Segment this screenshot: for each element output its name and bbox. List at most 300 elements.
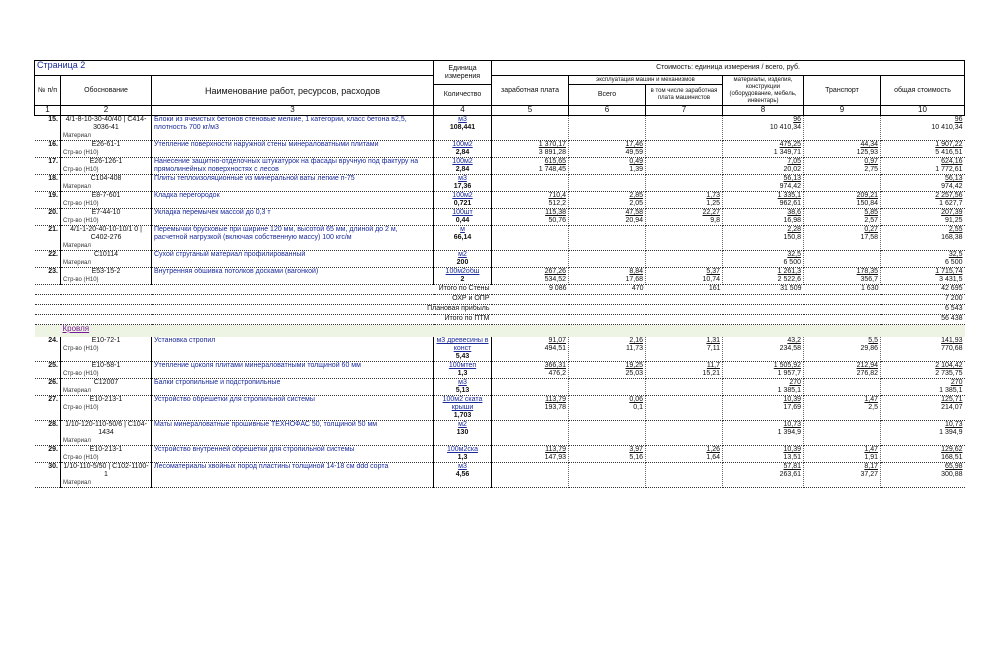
qty-header: Количество — [434, 85, 492, 106]
cost-unit-value: 8,84 — [629, 268, 643, 275]
row-name: Лесоматериалы хвойных пород пластины толщиной 14-18 см ddd сорта — [152, 463, 434, 488]
row-cost-c8 — [723, 362, 804, 379]
column-number: 2 — [61, 106, 152, 116]
table-row[interactable] — [35, 379, 965, 396]
row-basis — [61, 251, 152, 268]
cost-unit-value: 65,98 — [944, 463, 963, 470]
row-basis-code: С10114 — [93, 251, 118, 258]
row-basis-code: Е53-15-2 — [91, 268, 121, 275]
total-header: общая стоимость — [881, 76, 965, 106]
row-number: 28. — [35, 421, 61, 446]
row-name: Плиты теплоизоляционные из минеральной ваты легкие п-75 — [152, 175, 434, 192]
transport-header: Транспорт — [804, 76, 881, 106]
row-unit-qty — [434, 337, 492, 362]
row-unit-qty — [434, 251, 492, 268]
basis-header: Обоснование — [61, 76, 152, 106]
summary-row — [35, 315, 965, 325]
row-cost-c9 — [804, 209, 881, 226]
row-cost-c8 — [723, 446, 804, 463]
row-basis-type: Материал — [63, 388, 91, 394]
cost-unit-value: 10,39 — [783, 396, 801, 403]
row-number: 21. — [35, 226, 61, 251]
cost-unit-value: 5,37 — [706, 268, 720, 275]
row-qty: 1,3 — [457, 454, 468, 461]
table-row[interactable] — [35, 268, 965, 285]
table-row[interactable] — [35, 446, 965, 463]
row-cost-c5 — [492, 337, 569, 362]
row-basis-type: Стр-во (Н10) — [63, 277, 99, 283]
cost-unit-value: 10,73 — [783, 421, 801, 428]
cost-unit-value: 1,47 — [864, 396, 878, 403]
row-cost-c8 — [723, 192, 804, 209]
cost-total-value: 2 735,75 — [935, 370, 963, 377]
cost-total-value: 150,8 — [783, 234, 801, 241]
row-basis-type: Материал — [63, 133, 91, 139]
row-cost-c6 — [569, 268, 646, 285]
table-row[interactable] — [35, 337, 965, 362]
row-cost-c6 — [569, 116, 646, 141]
cost-total-value: 37,27 — [860, 471, 878, 478]
row-cost-c10 — [881, 268, 965, 285]
row-cost-c9 — [804, 175, 881, 192]
summary-value-c10: 6 543 — [881, 305, 965, 315]
cost-total-value: 3 891,28 — [538, 149, 566, 156]
row-cost-c7 — [646, 116, 723, 141]
row-cost-c6 — [569, 337, 646, 362]
row-qty: 108,441 — [449, 124, 476, 131]
summary-value-c8 — [723, 305, 804, 315]
cost-unit-value: 0,97 — [864, 158, 878, 165]
row-cost-c9 — [804, 446, 881, 463]
table-row[interactable] — [35, 251, 965, 268]
row-number: 15. — [35, 116, 61, 141]
table-row[interactable] — [35, 226, 965, 251]
cost-total-value: 6 500 — [783, 259, 801, 266]
row-basis-code: 4/1-1-20-40-10-10/1 0 | С402-276 — [70, 226, 142, 241]
cost-total-value: 2 522,6 — [777, 276, 801, 283]
row-name: Нанесение защитно-отделочных штукатурок на фасады вручную под фактуру на прямолинейных поверхностях с лесов — [152, 158, 434, 175]
cost-total-value: 512,2 — [548, 200, 566, 207]
cost-unit-value: 2,28 — [787, 226, 801, 233]
cost-total-value: 1,25 — [706, 200, 720, 207]
row-cost-c7 — [646, 379, 723, 396]
row-unit-qty — [434, 192, 492, 209]
row-qty: 4,56 — [455, 471, 470, 478]
cost-total-value: 10 410,34 — [769, 124, 801, 131]
row-qty: 5,43 — [455, 353, 470, 360]
row-basis — [61, 396, 152, 421]
row-cost-c9 — [804, 251, 881, 268]
row-unit: 100м2 ската крыши — [442, 396, 483, 411]
summary-label: Плановая прибыль — [35, 305, 492, 315]
row-basis — [61, 141, 152, 158]
row-cost-c7 — [646, 251, 723, 268]
row-cost-c5 — [492, 379, 569, 396]
row-qty: 200 — [456, 259, 469, 266]
cost-total-value: 534,52 — [544, 276, 566, 283]
row-basis — [61, 337, 152, 362]
summary-value-c6 — [569, 305, 646, 315]
summary-value-c10: 56 438 — [881, 315, 965, 325]
summary-value-c6 — [569, 315, 646, 325]
row-number: 20. — [35, 209, 61, 226]
row-cost-c5 — [492, 226, 569, 251]
row-cost-c6 — [569, 421, 646, 446]
row-cost-c10 — [881, 116, 965, 141]
row-cost-c5 — [492, 362, 569, 379]
row-basis-type: Стр-во (Н10) — [63, 455, 99, 461]
row-cost-c9 — [804, 362, 881, 379]
cost-total-value: 1 957,7 — [777, 370, 801, 377]
row-basis-type: Стр-во (Н10) — [63, 167, 99, 173]
cost-total-value: 150,84 — [856, 200, 878, 207]
row-basis-code: 1/10-120-110-50/6 | С104-1434 — [65, 421, 147, 436]
cost-unit-value: 7,05 — [787, 158, 801, 165]
machines-salary-header: в том числе заработная плата машинистов — [646, 85, 723, 106]
row-number: 26. — [35, 379, 61, 396]
summary-label: Итого по ПТМ — [35, 315, 492, 325]
row-unit: 100м2 — [452, 192, 473, 199]
row-cost-c8 — [723, 226, 804, 251]
row-cost-c6 — [569, 141, 646, 158]
row-name: Кладка перегородок — [152, 192, 434, 209]
summary-value-c7 — [646, 305, 723, 315]
cost-unit-value: 96 — [793, 116, 801, 123]
cost-total-value: 1,91 — [864, 454, 878, 461]
summary-value-c7 — [646, 315, 723, 325]
summary-row — [35, 285, 965, 295]
row-qty: 5,13 — [455, 387, 470, 394]
row-cost-c7 — [646, 192, 723, 209]
row-unit: м2 — [458, 421, 467, 428]
summary-value-c7 — [646, 295, 723, 305]
cost-total-value: 11,73 — [626, 345, 643, 352]
row-cost-c7 — [646, 421, 723, 446]
cost-total-value: 1 627,7 — [939, 200, 963, 207]
cost-unit-value: 2 257,56 — [935, 192, 963, 199]
cost-unit-value: 3,97 — [629, 446, 643, 453]
cost-unit-value: 38,6 — [787, 209, 801, 216]
row-unit: 100шт — [452, 209, 473, 216]
row-cost-c7 — [646, 158, 723, 175]
row-unit-qty — [434, 175, 492, 192]
row-unit-qty — [434, 268, 492, 285]
cost-unit-value: 270 — [950, 379, 963, 386]
row-cost-c5 — [492, 421, 569, 446]
row-unit-qty — [434, 379, 492, 396]
cost-unit-value: 10,39 — [783, 446, 801, 453]
row-unit: 100м2обш — [445, 268, 480, 275]
row-unit-qty — [434, 116, 492, 141]
table-row[interactable] — [35, 421, 965, 446]
cost-total-value: 476,2 — [548, 370, 566, 377]
cost-header: Стоимость: единица измерения / всего, руб. — [492, 61, 965, 76]
machines-total-header: Всего — [569, 85, 646, 106]
row-basis-code: Е26-61-1 — [91, 141, 121, 148]
row-cost-c8 — [723, 379, 804, 396]
row-unit: м3 — [458, 116, 467, 123]
row-cost-c10 — [881, 251, 965, 268]
row-number: 16. — [35, 141, 61, 158]
row-cost-c7 — [646, 362, 723, 379]
cost-unit-value: 178,35 — [856, 268, 878, 275]
salary-header: заработная плата — [492, 76, 569, 106]
row-cost-c10 — [881, 192, 965, 209]
row-cost-c5 — [492, 192, 569, 209]
row-cost-c5 — [492, 463, 569, 488]
cost-total-value: 1,64 — [706, 454, 720, 461]
cost-unit-value: 22,27 — [702, 209, 720, 216]
row-basis — [61, 463, 152, 488]
row-basis — [61, 268, 152, 285]
estimate-table — [34, 60, 965, 488]
table-row[interactable] — [35, 463, 965, 488]
cost-total-value: 234,58 — [779, 345, 801, 352]
column-number: 10 — [881, 106, 965, 116]
row-basis — [61, 226, 152, 251]
summary-value-c5 — [492, 315, 569, 325]
row-basis-code: С12007 — [93, 379, 119, 386]
cost-total-value: 147,93 — [544, 454, 566, 461]
summary-value-c10: 42 695 — [881, 285, 965, 295]
cost-unit-value: 129,62 — [941, 446, 963, 453]
row-qty: 2,84 — [455, 166, 470, 173]
row-cost-c7 — [646, 337, 723, 362]
row-basis-code: Е7-44-10 — [91, 209, 121, 216]
row-qty: 0,44 — [455, 217, 470, 224]
summary-label: Итого по Стены — [35, 285, 492, 295]
summary-label: ОХР и ОПР — [35, 295, 492, 305]
column-number: 4 — [434, 106, 492, 116]
cost-total-value: 1 385,1 — [777, 387, 801, 394]
row-unit: м3 — [458, 379, 467, 386]
row-cost-c9 — [804, 379, 881, 396]
table-row[interactable] — [35, 209, 965, 226]
column-number: 6 — [569, 106, 646, 116]
row-cost-c7 — [646, 141, 723, 158]
cost-unit-value: 115,38 — [545, 209, 566, 216]
summary-value-c9: 1 630 — [804, 285, 881, 295]
cost-total-value: 10 410,34 — [931, 124, 963, 131]
cost-unit-value: 212,94 — [856, 362, 878, 369]
cost-unit-value: 141,93 — [941, 337, 963, 344]
cost-total-value: 25,03 — [625, 370, 643, 377]
row-cost-c6 — [569, 362, 646, 379]
section-title[interactable]: Кровля — [62, 324, 90, 333]
row-cost-c5 — [492, 251, 569, 268]
cost-total-value: 1 772,61 — [935, 166, 963, 173]
row-cost-c10 — [881, 209, 965, 226]
row-unit-qty — [434, 362, 492, 379]
cost-total-value: 15,21 — [702, 370, 720, 377]
cost-unit-value: 270 — [789, 379, 801, 386]
row-cost-c10 — [881, 362, 965, 379]
row-cost-c7 — [646, 268, 723, 285]
cost-unit-value: 0,06 — [629, 396, 643, 403]
cost-total-value: 1 394,9 — [939, 429, 963, 436]
row-basis — [61, 175, 152, 192]
cost-unit-value: 19,25 — [625, 362, 643, 369]
cost-unit-value: 0,27 — [864, 226, 878, 233]
cost-unit-value: 17,46 — [625, 141, 643, 148]
cost-total-value: 10,74 — [702, 276, 720, 283]
row-unit: м3 древесины в конст — [436, 337, 489, 352]
row-basis-code: Е10-213-1 — [89, 446, 123, 453]
table-row[interactable] — [35, 192, 965, 209]
cost-total-value: 17,58 — [860, 234, 878, 241]
cost-total-value: 3 431,5 — [939, 276, 963, 283]
row-cost-c10 — [881, 175, 965, 192]
row-cost-c9 — [804, 337, 881, 362]
cost-total-value: 50,76 — [548, 217, 566, 224]
row-cost-c10 — [881, 379, 965, 396]
cost-total-value: 125,93 — [856, 149, 878, 156]
cost-total-value: 9,8 — [710, 217, 720, 224]
row-basis-type: Стр-во (Н10) — [63, 201, 99, 207]
cost-unit-value: 1 907,22 — [935, 141, 963, 148]
row-basis-code: Е26-126-1 — [89, 158, 123, 165]
cost-total-value: 0,1 — [633, 404, 643, 411]
cost-unit-value: 1 505,92 — [773, 362, 801, 369]
cost-unit-value: 32,5 — [787, 251, 801, 258]
cost-unit-value: 10,73 — [944, 421, 963, 428]
page-title: Страница 2 — [35, 61, 434, 76]
cost-total-value: 193,78 — [544, 404, 566, 411]
column-number: 3 — [152, 106, 434, 116]
cost-unit-value: 5,85 — [864, 209, 878, 216]
table-row[interactable] — [35, 141, 965, 158]
row-cost-c8 — [723, 251, 804, 268]
row-basis-type: Материал — [63, 480, 91, 486]
row-basis-type: Стр-во (Н10) — [63, 346, 99, 352]
row-cost-c8 — [723, 141, 804, 158]
row-basis-type: Материал — [63, 184, 91, 190]
cost-unit-value: 32,5 — [948, 251, 963, 258]
cost-total-value: 91,25 — [944, 217, 963, 224]
table-row[interactable] — [35, 362, 965, 379]
cost-unit-value: 2,55 — [948, 226, 963, 233]
row-cost-c10 — [881, 337, 965, 362]
summary-value-c9 — [804, 295, 881, 305]
row-cost-c8 — [723, 268, 804, 285]
cost-total-value: 6 500 — [944, 259, 963, 266]
row-cost-c7 — [646, 226, 723, 251]
row-cost-c9 — [804, 141, 881, 158]
cost-total-value: 1 385,1 — [939, 387, 963, 394]
row-cost-c5 — [492, 268, 569, 285]
row-basis-type: Стр-во (Н10) — [63, 218, 99, 224]
cost-unit-value: 1 715,74 — [935, 268, 963, 275]
row-cost-c5 — [492, 158, 569, 175]
cost-unit-value: 11,7 — [706, 362, 720, 369]
unit-header: Единица измерения — [434, 61, 492, 85]
row-name: Утепление цоколя плитами минераловатными толщиной 60 мм — [152, 362, 434, 379]
table-row[interactable] — [35, 175, 965, 192]
row-basis-code: Е10-213-1 — [89, 396, 123, 403]
row-unit: м — [460, 226, 465, 233]
cost-unit-value: 267,26 — [544, 268, 566, 275]
table-row[interactable] — [35, 158, 965, 175]
cost-unit-value: 624,16 — [941, 158, 963, 165]
table-row[interactable] — [35, 116, 965, 141]
row-basis — [61, 116, 152, 141]
row-cost-c6 — [569, 158, 646, 175]
cost-total-value: 494,51 — [544, 345, 566, 352]
row-name: Укладка перемычек массой до 0,3 т — [152, 209, 434, 226]
cost-unit-value: 1 370,17 — [538, 141, 566, 148]
column-number: 5 — [492, 106, 569, 116]
row-cost-c7 — [646, 396, 723, 421]
cost-unit-value: 91,07 — [548, 337, 566, 344]
row-basis — [61, 421, 152, 446]
row-number: 27. — [35, 396, 61, 421]
table-row[interactable] — [35, 396, 965, 421]
row-number: 30. — [35, 463, 61, 488]
summary-value-c7: 161 — [646, 285, 723, 295]
cost-unit-value: 1,47 — [864, 446, 878, 453]
row-name: Утепление поверхности наружной стены минераловатными плитами — [152, 141, 434, 158]
cost-unit-value: 0,49 — [629, 158, 643, 165]
cost-unit-value: 366,31 — [544, 362, 566, 369]
summary-value-c8 — [723, 315, 804, 325]
row-cost-c6 — [569, 209, 646, 226]
row-basis — [61, 446, 152, 463]
cost-unit-value: 56,13 — [944, 175, 963, 182]
row-cost-c7 — [646, 446, 723, 463]
cost-total-value: 20,02 — [783, 166, 801, 173]
cost-total-value: 7,11 — [706, 345, 720, 352]
row-cost-c6 — [569, 396, 646, 421]
summary-value-c9 — [804, 315, 881, 325]
row-name: Блоки из ячеистых бетонов стеновые мелкие, 1 категории, класс бетона в2,5, плотность 700 кг/м3 — [152, 116, 434, 141]
row-cost-c10 — [881, 158, 965, 175]
column-numbers — [35, 106, 965, 116]
row-qty: 1,703 — [453, 412, 472, 419]
column-number: 9 — [804, 106, 881, 116]
summary-value-c8 — [723, 295, 804, 305]
cost-total-value: 5 416,51 — [935, 149, 963, 156]
row-cost-c9 — [804, 158, 881, 175]
row-qty: 17,36 — [453, 183, 472, 190]
row-cost-c9 — [804, 192, 881, 209]
row-cost-c5 — [492, 209, 569, 226]
cost-total-value: 20,94 — [625, 217, 643, 224]
row-unit: 100м2 — [452, 158, 473, 165]
summary-value-c6 — [569, 295, 646, 305]
name-header: Наименование работ, ресурсов, расходов — [152, 76, 434, 106]
row-number: 19. — [35, 192, 61, 209]
cost-total-value: 13,51 — [783, 454, 801, 461]
cost-total-value: 974,42 — [779, 183, 801, 190]
row-number: 29. — [35, 446, 61, 463]
cost-unit-value: 113,79 — [545, 396, 566, 403]
summary-value-c5 — [492, 305, 569, 315]
cost-total-value: 49,59 — [625, 149, 643, 156]
row-cost-c6 — [569, 463, 646, 488]
row-cost-c7 — [646, 175, 723, 192]
row-cost-c10 — [881, 446, 965, 463]
row-basis — [61, 209, 152, 226]
row-basis — [61, 379, 152, 396]
cost-unit-value: 2 104,42 — [935, 362, 963, 369]
row-basis-code: 4/1-8-10-30-40/40 | С414-3036-41 — [65, 116, 147, 131]
row-name: Установка стропил — [152, 337, 434, 362]
cost-total-value: 276,82 — [856, 370, 878, 377]
cost-unit-value: 43,2 — [787, 337, 801, 344]
cost-unit-value: 125,71 — [941, 396, 963, 403]
row-unit-qty — [434, 463, 492, 488]
row-name: Устройство внутренней обрешетки для стропильной системы — [152, 446, 434, 463]
